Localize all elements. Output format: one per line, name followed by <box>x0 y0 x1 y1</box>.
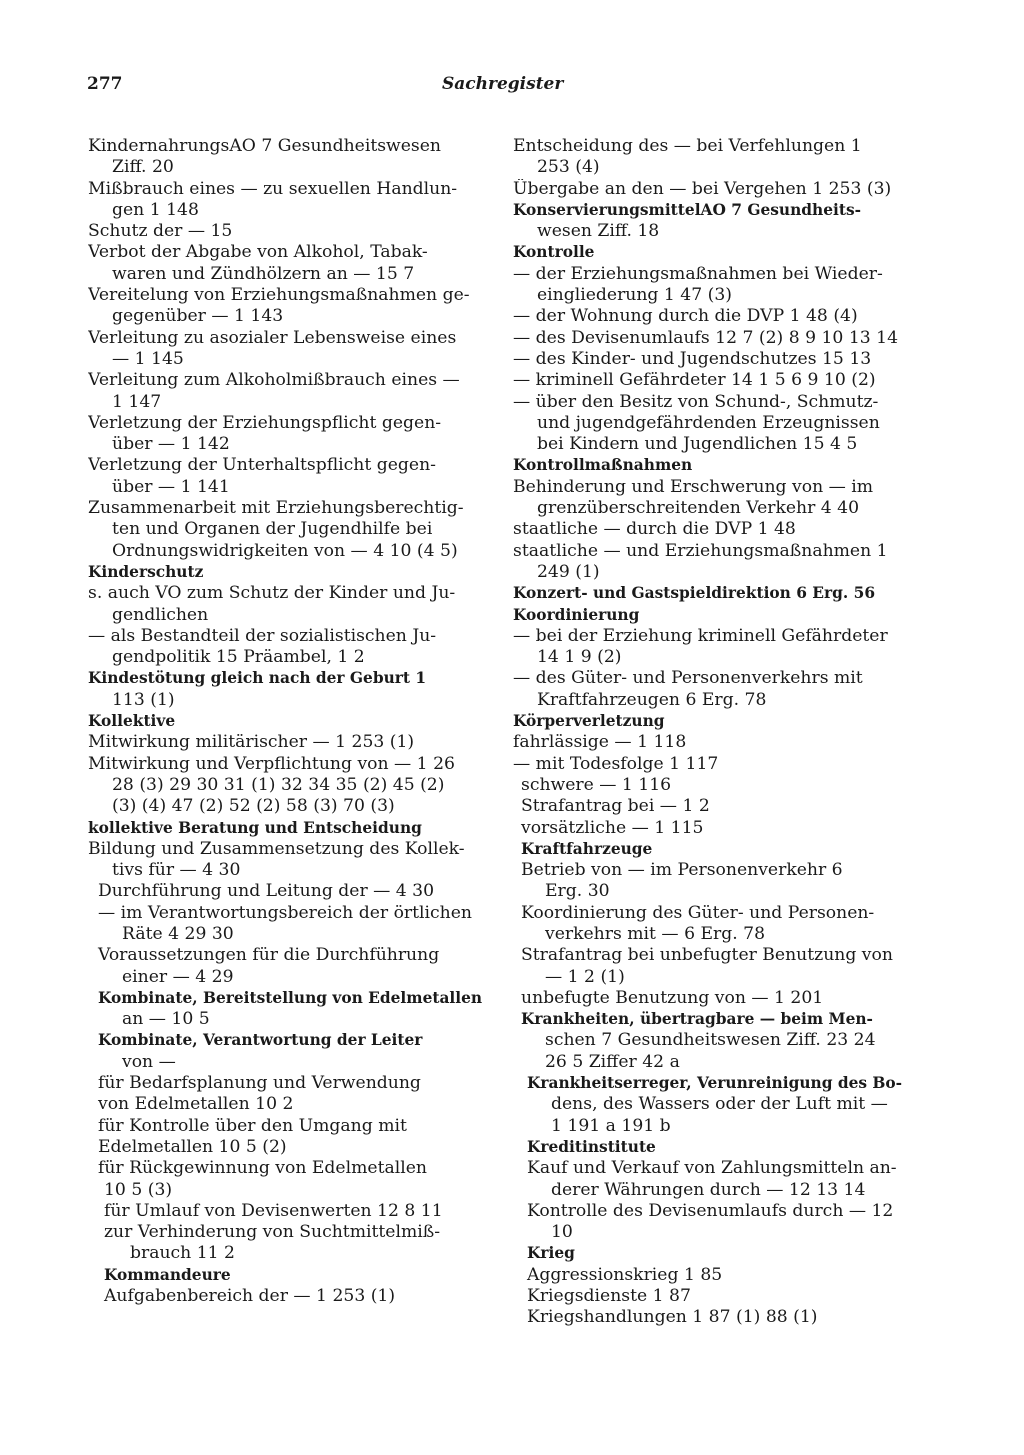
running-title: Sachregister <box>442 74 564 94</box>
index-line: — 1 2 (1) <box>545 966 625 987</box>
index-line: Verbot der Abgabe von Alkohol, Tabak- <box>88 242 428 263</box>
index-line: Vereitelung von Erziehungsmaßnahmen ge- <box>88 285 470 306</box>
index-heading: Krankheitserreger, Verunreinigung des Bo- <box>527 1074 903 1093</box>
index-line: grenzüberschreitenden Verkehr 4 40 <box>537 498 860 519</box>
index-line: einer — 4 29 <box>122 966 234 987</box>
index-line: für Rückgewinnung von Edelmetallen <box>98 1158 427 1179</box>
index-heading: Koordinierung <box>513 605 640 624</box>
index-heading: Krieg <box>527 1244 575 1263</box>
index-line: Schutz der — 15 <box>88 221 233 242</box>
index-line: Betrieb von — im Personenverkehr 6 <box>521 860 843 881</box>
index-line: brauch 11 2 <box>130 1243 235 1264</box>
index-line: (3) (4) 47 (2) 52 (2) 58 (3) 70 (3) <box>112 796 395 817</box>
index-line: Behinderung und Erschwerung von — im <box>513 476 874 497</box>
index-line: ten und Organen der Jugendhilfe bei <box>112 519 433 540</box>
index-line: staatliche — und Erziehungsmaßnahmen 1 <box>513 540 888 561</box>
index-line: 1 191 a 191 b <box>551 1115 671 1136</box>
index-line: und jugendgefährdenden Erzeugnissen <box>537 412 880 433</box>
index-heading: kollektive Beratung und Entscheidung <box>88 818 422 837</box>
index-line: Mitwirkung militärischer — 1 253 (1) <box>88 732 415 753</box>
index-line: Durchführung und Leitung der — 4 30 <box>98 881 435 902</box>
index-heading: Krankheiten, übertragbare — beim Men- <box>521 1010 873 1029</box>
index-line: staatliche — durch die DVP 1 48 <box>513 519 796 540</box>
index-heading: Kindestötung gleich nach der Geburt 1 <box>88 669 427 688</box>
index-line: Strafantrag bei — 1 2 <box>521 796 710 817</box>
index-line: Verletzung der Erziehungspflicht gegen- <box>88 412 442 433</box>
index-line: bei Kindern und Jugendlichen 15 4 5 <box>537 434 858 455</box>
index-line: Verleitung zum Alkoholmißbrauch eines — <box>88 370 460 391</box>
index-line: 113 (1) <box>112 689 175 710</box>
index-line: von — <box>122 1051 176 1072</box>
index-heading: Kollektive <box>88 712 176 731</box>
index-line: dens, des Wassers oder der Luft mit — <box>551 1094 888 1115</box>
index-line: Kriegshandlungen 1 87 (1) 88 (1) <box>527 1307 818 1328</box>
index-line: Koordinierung des Güter- und Personen- <box>521 902 875 923</box>
index-heading: Kombinate, Verantwortung der Leiter <box>98 1031 423 1050</box>
index-line: Ziff. 20 <box>112 157 174 178</box>
index-line: — der Erziehungsmaßnahmen bei Wieder- <box>513 263 883 284</box>
index-line: für Umlauf von Devisenwerten 12 8 11 <box>104 1200 443 1221</box>
index-line: über — 1 141 <box>112 476 230 497</box>
index-line: — des Devisenumlaufs 12 7 (2) 8 9 10 13 14 <box>513 327 899 348</box>
index-line: Kraftfahrzeugen 6 Erg. 78 <box>537 689 767 710</box>
index-line: 10 5 (3) <box>104 1179 173 1200</box>
index-line: Aufgabenbereich der — 1 253 (1) <box>104 1286 396 1307</box>
index-line: KindernahrungsAO 7 Gesundheitswesen <box>88 136 441 156</box>
index-line: 26 5 Ziffer 42 a <box>545 1051 680 1072</box>
index-line: Räte 4 29 30 <box>122 923 234 944</box>
index-line: — des Güter- und Personenverkehrs mit <box>513 668 863 689</box>
index-line: 14 1 9 (2) <box>537 647 622 668</box>
index-line: 10 <box>551 1222 573 1243</box>
index-line: fahrlässige — 1 118 <box>513 732 687 753</box>
index-line: für Kontrolle über den Umgang mit <box>98 1115 407 1136</box>
index-line: tivs für — 4 30 <box>112 860 241 881</box>
index-line: Voraussetzungen für die Durchführung <box>98 945 440 966</box>
index-line: Kontrolle des Devisenumlaufs durch — 12 <box>527 1200 894 1221</box>
index-heading: Kombinate, Bereitstellung von Edelmetallen <box>98 988 483 1007</box>
index-line: — als Bestandteil der sozialistischen Ju- <box>88 625 437 646</box>
index-line: 28 (3) 29 30 31 (1) 32 34 35 (2) 45 (2) <box>112 774 445 795</box>
index-line: s. auch VO zum Schutz der Kinder und Ju- <box>88 583 456 604</box>
index-heading: Kontrollmaßnahmen <box>513 456 693 475</box>
index-heading: Konzert- und Gastspieldirektion 6 Erg. 56 <box>513 584 876 603</box>
index-heading: Kinderschutz <box>88 562 204 581</box>
index-heading: Körperverletzung <box>513 712 665 731</box>
index-heading: Kommandeure <box>104 1265 231 1284</box>
index-line: Übergabe an den — bei Vergehen 1 253 (3) <box>513 178 892 199</box>
index-line: — im Verantwortungsbereich der örtlichen <box>98 902 472 923</box>
index-line: an — 10 5 <box>122 1009 210 1030</box>
index-heading: Kraftfahrzeuge <box>521 839 653 858</box>
index-line: Mitwirkung und Verpflichtung von — 1 26 <box>88 753 455 774</box>
index-line: Verletzung der Unterhaltspflicht gegen- <box>88 455 436 476</box>
index-heading: Kreditinstitute <box>527 1137 656 1156</box>
index-line: — über den Besitz von Schund-, Schmutz- <box>513 391 879 412</box>
index-line: — des Kinder- und Jugendschutzes 15 13 <box>513 348 872 369</box>
index-line: Kriegsdienste 1 87 <box>527 1286 691 1307</box>
index-line: Bildung und Zusammensetzung des Kollek- <box>88 838 465 859</box>
index-line: von Edelmetallen 10 2 <box>98 1094 294 1115</box>
index-line: Verleitung zu asozialer Lebensweise eines <box>88 327 457 348</box>
index-line: gendpolitik 15 Präambel, 1 2 <box>112 647 365 668</box>
index-line: waren und Zündhölzern an — 15 7 <box>112 263 415 284</box>
index-line: für Bedarfsplanung und Verwendung <box>98 1073 421 1094</box>
page-number: 277 <box>87 74 123 94</box>
index-line: — kriminell Gefährdeter 14 1 5 6 9 10 (2) <box>513 370 876 391</box>
index-line: wesen Ziff. 18 <box>537 221 660 242</box>
index-line: über — 1 142 <box>112 434 230 455</box>
index-line: — bei der Erziehung kriminell Gefährdeter <box>513 625 888 646</box>
index-line: Erg. 30 <box>545 881 610 902</box>
index-line: Edelmetallen 10 5 (2) <box>98 1136 287 1157</box>
page-header <box>0 74 1024 104</box>
index-line: — der Wohnung durch die DVP 1 48 (4) <box>513 306 858 327</box>
index-line: zur Verhinderung von Suchtmittelmiß- <box>104 1222 441 1243</box>
index-column-left <box>88 136 498 1307</box>
index-line: 249 (1) <box>537 561 600 582</box>
index-line: Entscheidung des — bei Verfehlungen 1 <box>513 136 862 156</box>
index-line: schen 7 Gesundheitswesen Ziff. 23 24 <box>545 1030 876 1051</box>
index-line: schwere — 1 116 <box>521 774 672 795</box>
index-line: Mißbrauch eines — zu sexuellen Handlun- <box>88 178 458 199</box>
index-line: Kauf und Verkauf von Zahlungsmitteln an- <box>527 1158 897 1179</box>
index-line: Ordnungswidrigkeiten von — 4 10 (4 5) <box>112 540 458 561</box>
index-line: gendlichen <box>112 604 209 625</box>
index-line: vorsätzliche — 1 115 <box>521 817 704 838</box>
index-line: Strafantrag bei unbefugter Benutzung von <box>521 945 893 966</box>
index-line: Zusammenarbeit mit Erziehungsberechtig- <box>88 498 464 519</box>
index-heading: Kontrolle <box>513 243 595 262</box>
index-line: eingliederung 1 47 (3) <box>537 285 732 306</box>
index-line: derer Währungen durch — 12 13 14 <box>551 1179 866 1200</box>
index-line: 253 (4) <box>537 157 600 178</box>
index-line: gen 1 148 <box>112 199 199 220</box>
index-line: Aggressionskrieg 1 85 <box>527 1264 723 1285</box>
index-line: 1 147 <box>112 391 162 412</box>
index-column-right <box>513 136 925 1329</box>
index-line: — 1 145 <box>112 348 184 369</box>
index-line: verkehrs mit — 6 Erg. 78 <box>545 923 766 944</box>
index-heading: KonservierungsmittelAO 7 Gesundheits- <box>513 200 862 219</box>
index-line: gegenüber — 1 143 <box>112 306 284 327</box>
index-line: — mit Todesfolge 1 117 <box>513 753 719 774</box>
index-line: unbefugte Benutzung von — 1 201 <box>521 987 824 1008</box>
